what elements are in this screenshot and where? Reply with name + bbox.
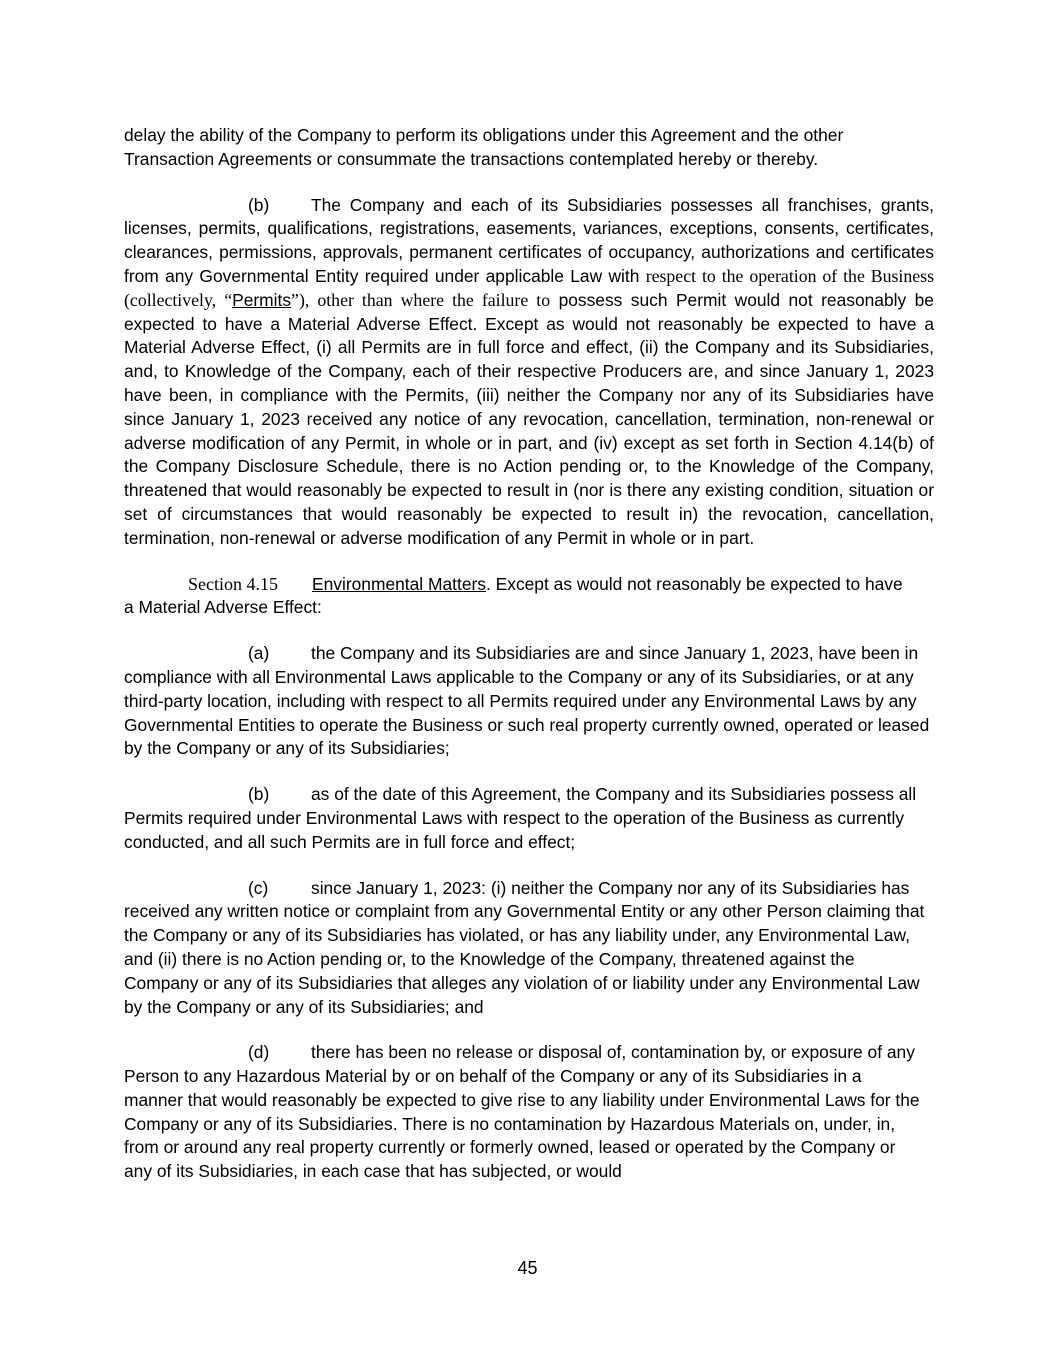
permits-defined-term: Permits — [232, 289, 292, 310]
paragraph-gap — [124, 855, 934, 877]
section-4-15-item-a — [124, 642, 934, 761]
section-number: Section 4.15 — [188, 573, 278, 594]
section-4-15-heading-paragraph — [124, 573, 914, 621]
section-4-15-item-d — [124, 1041, 924, 1184]
item-label-c: (c) — [248, 877, 269, 898]
item-text: the Company and its Subsidiaries are and since January 1, 2023, have been in compliance with all Environmental Laws applicable to the Company or any of its Subsidiaries, or at any third-party location, including with respect to all Permits required under any Environmental Laws by any Governmental Entities to operate the Business or such real property currently owned, operated or leased by the Company or any of its Subsidiaries; — [124, 643, 930, 759]
paragraph-gap — [124, 761, 934, 783]
section-4-14-b-serif-text: respect to the operation of the Business (collectively, “ — [124, 265, 934, 310]
page-number: 45 — [517, 1258, 538, 1278]
paragraph-gap — [124, 1019, 934, 1041]
section-4-14-b-text-part2: possess such Permit would not reasonably be expected to have a Material Adverse Effect. Except as would not reasonably be expected to have a Material Adverse Effect, (i) all Permits are in full force and effect, (ii) the Company and its Subsidiaries, and, to Knowledge of the Company, each of their respective Producers are, and since January 1, 2023 have been, in compliance with the Permits, (iii) neither the Company nor any of its Subsidiaries have since January 1, 2023 received any notice of any revocation, cancellation, termination, non-renewal or adverse modification of any Permit, in whole or in part, and (iv) except as set forth in Section 4.14(b) of the Company Disclosure Schedule, there is no Action pending or, to the Knowledge of the Company, threatened that would reasonably be expected to result in (nor is there any existing condition, situation or set of circumstances that would reasonably be expected to result in) the revocation, cancellation, termination, non-renewal or adverse modification of any Permit in whole or in part. — [124, 289, 934, 548]
section-4-14-b-serif-text-2: ”), other than where the failure to — [291, 289, 551, 310]
section-intro-text: . Except as would not reasonably be expected to have a Material Adverse Effect: — [124, 573, 903, 618]
section-title: Environmental Matters — [312, 573, 486, 594]
document-page — [124, 124, 934, 1184]
section-4-15-item-b — [124, 783, 934, 854]
item-text: as of the date of this Agreement, the Company and its Subsidiaries possess all Permits required under Environmental Laws with respect to the operation of the Business as currently conducted, and all such Permits are in full force and effect; — [124, 784, 917, 852]
section-4-15-item-c — [124, 877, 930, 1020]
paragraph-gap — [124, 172, 934, 194]
item-text: since January 1, 2023: (i) neither the Company nor any of its Subsidiaries has received any written notice or complaint from any Governmental Entity or any other Person claiming that the Company or any of its Subsidiaries has violated, or has any liability under, any Environmental Law, and (ii) there is no Action pending or, to the Knowledge of the Company, threatened against the Company or any of its Subsidiaries that alleges any violation of or liability under any Environmental Law by the Company or any of its Subsidiaries; and — [124, 877, 925, 1017]
item-label-b: (b) — [248, 194, 270, 215]
opening-paragraph: delay the ability of the Company to perform its obligations under this Agreement and the other Transaction Agreements or consummate the transactions contemplated hereby or thereby. — [124, 125, 844, 169]
section-4-14-b-paragraph — [124, 194, 934, 551]
section-4-14-b-text-part1: The Company and each of its Subsidiaries possesses all franchises, grants, licenses, permits, qualifications, registrations, easements, variances, exceptions, consents, certificates, clearances, permissions, approvals, permanent certificates of occupancy, authorizations and certificates from any Governmental Entity required under applicable Law with — [124, 194, 934, 286]
item-label-b: (b) — [248, 784, 270, 805]
paragraph-gap — [124, 551, 934, 573]
item-label-d: (d) — [248, 1042, 270, 1063]
item-label-a: (a) — [248, 643, 270, 664]
paragraph-gap — [124, 620, 934, 642]
item-text: there has been no release or disposal of, contamination by, or exposure of any Person to any Hazardous Material by or on behalf of the Company or any of its Subsidiaries in a manner that would reasonably be expected to give rise to any liability under Environmental Laws for the Company or any of its Subsidiaries. There is no contamination by Hazardous Materials on, under, in, from or around any real property currently or formerly owned, leased or operated by the Company or any of its Subsidiaries, in each case that has subjected, or would — [124, 1042, 920, 1182]
